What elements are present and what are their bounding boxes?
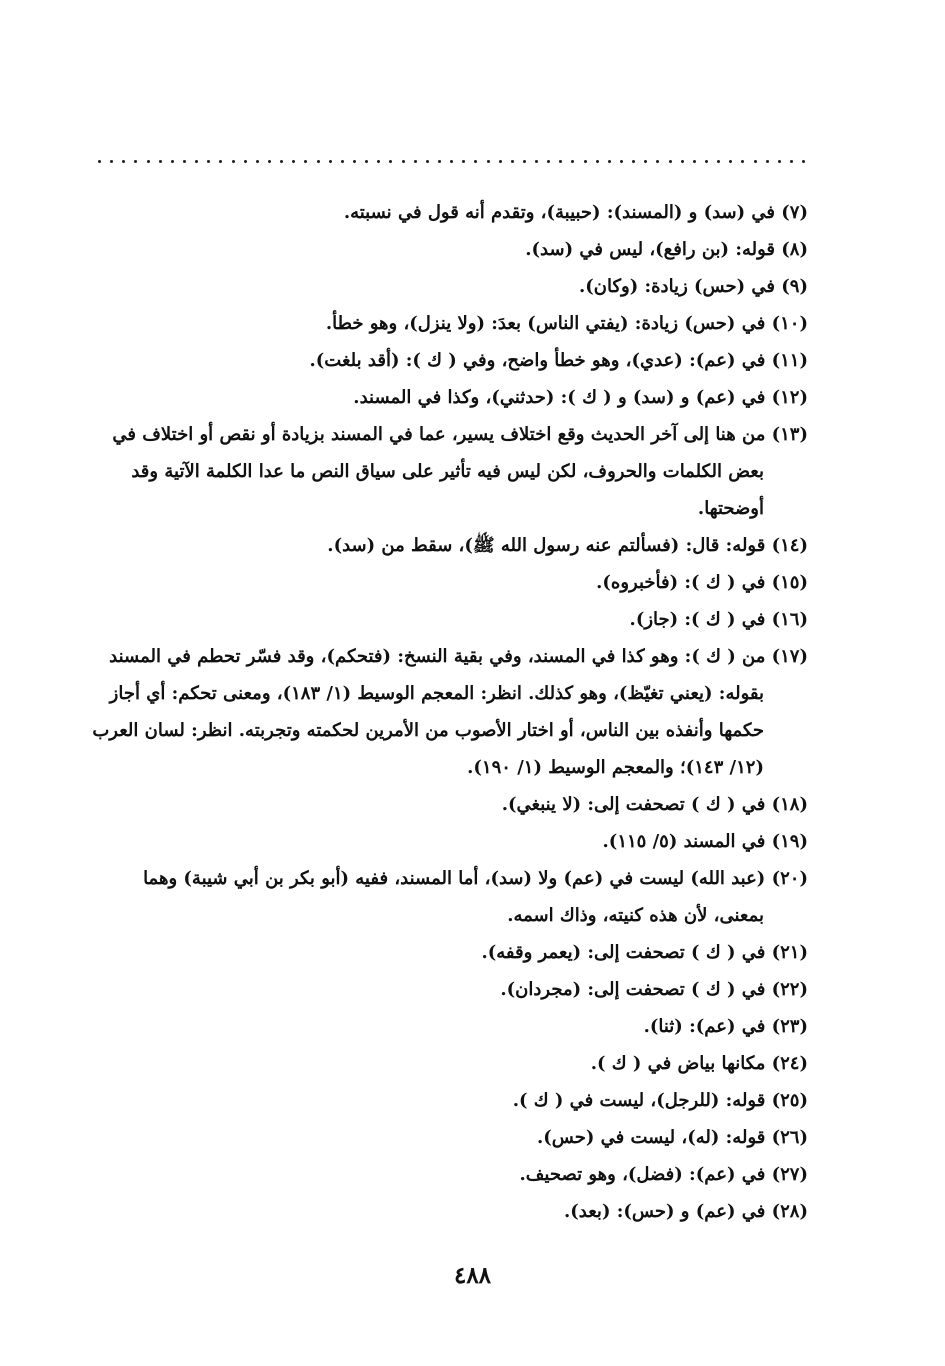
separator-dot	[147, 160, 150, 163]
separator-dot	[584, 160, 587, 163]
footnote: (١٦) في ( ك ): (جاز).	[629, 609, 808, 630]
separator-dot	[778, 160, 781, 163]
footnote: (٢٦) قوله: (له)، ليست في (حس).	[536, 1127, 808, 1148]
separator-dot	[171, 160, 174, 163]
separator-dot	[790, 160, 793, 163]
separator-dot	[195, 160, 198, 163]
footnote: (٢٠) (عبد الله) ليست في (عم) ولا (سد)، أما المسند، ففيه (أبو بكر بن أبي شيبة) وهما بمعنى، لأن هذه كنيته، وذاك اسمه.	[143, 868, 808, 926]
footnote: (٢٣) في (عم): (ثنا).	[643, 1016, 808, 1037]
separator-dot	[402, 160, 405, 163]
footnote: (١٣) من هنا إلى آخر الحديث وقع اختلاف يسير، عما في المسند بزيادة أو نقص أو اختلاف في بعض الكلمات والحروف، لكن ليس فيه تأثير على سياق النص ما عدا الكلمة الآتية وقد أوضحتها.	[112, 424, 808, 519]
separator-dot	[766, 160, 769, 163]
separator-dot	[669, 160, 672, 163]
separator-dot	[741, 160, 744, 163]
separator-dot	[608, 160, 611, 163]
separator-dot	[304, 160, 307, 163]
separator-dot	[632, 160, 635, 163]
separator-dot	[559, 160, 562, 163]
separator-dot	[244, 160, 247, 163]
separator-dot	[134, 160, 137, 163]
separator-dot	[487, 160, 490, 163]
separator-dot	[499, 160, 502, 163]
footnote: (١٧) من ( ك ): وهو كذا في المسند، وفي بقية النسخ: (فتحكم)، وقد فسّر تحطم في المسند بقوله: (يعني تغيّظ)، وهو كذلك. انظر: المعجم الوسيط (١/ ١٨٣)، ومعنى تحكم: أي أجاز حكمها وأنفذه بين الناس، أو اختار الأصوب من الأمرين لحكمته وتجربته. انظر: لسان العرب (١٢/ ١٤٣)؛ والمعجم الوسيط (١/ ١٩٠).	[92, 646, 808, 778]
separator-dot	[620, 160, 623, 163]
separator-dot	[523, 160, 526, 163]
separator-dot	[183, 160, 186, 163]
page-number: ٤٨٨	[453, 1262, 492, 1289]
footnote: (٧) في (سد) و (المسند): (حبيبة)، وتقدم أنه قول في نسبته.	[343, 202, 808, 223]
separator-dot	[122, 160, 125, 163]
separator-dot	[110, 160, 113, 163]
separator-dot	[438, 160, 441, 163]
footnote: (٨) قوله: (بن رافع)، ليس في (سد).	[525, 239, 808, 260]
footnote: (١٠) في (حس) زيادة: (يفتي الناس) بعدَ: (ولا ينزل)، وهو خطأ.	[325, 313, 808, 334]
separator-dot	[207, 160, 210, 163]
separator-dot	[547, 160, 550, 163]
footnote: (١٩) في المسند (٥/ ١١٥).	[602, 831, 808, 852]
footnote: (١٥) في ( ك ): (فأخبروه).	[596, 572, 808, 593]
separator-dot	[681, 160, 684, 163]
separator-dot	[98, 160, 101, 163]
separator-dot	[474, 160, 477, 163]
footnote: (١٢) في (عم) و (سد) و ( ك ): (حدثني)، وكذا في المسند.	[353, 387, 808, 408]
separator-dot	[693, 160, 696, 163]
separator-dot	[644, 160, 647, 163]
separator-dot	[365, 160, 368, 163]
footnote: (٢٨) في (عم) و (حس): (بعد).	[564, 1201, 808, 1222]
separator-dot	[596, 160, 599, 163]
separator-dot	[353, 160, 356, 163]
footnote: (٢٥) قوله: (للرجل)، ليست في ( ك ).	[512, 1090, 808, 1111]
separator-dot	[377, 160, 380, 163]
dotted-separator	[98, 146, 806, 176]
footnote: (١١) في (عم): (عدي)، وهو خطأ واضح، وفي ( ك ): (أقد بلغت).	[309, 350, 808, 371]
separator-dot	[219, 160, 222, 163]
separator-dot	[705, 160, 708, 163]
separator-dot	[414, 160, 417, 163]
separator-dot	[329, 160, 332, 163]
separator-dot	[535, 160, 538, 163]
footnotes-list	[88, 194, 808, 1230]
footnote: (١٤) قوله: قال: (فسألتم عنه رسول الله ﷺ)، سقط من (سد).	[327, 535, 808, 556]
separator-dot	[729, 160, 732, 163]
footnote: (١٨) في ( ك ) تصحفت إلى: (لا ينبغي).	[501, 794, 808, 815]
separator-dot	[571, 160, 574, 163]
separator-dot	[389, 160, 392, 163]
separator-dot	[656, 160, 659, 163]
separator-dot	[462, 160, 465, 163]
footnote: (٢١) في ( ك ) تصحفت إلى: (يعمر وقفه).	[481, 942, 808, 963]
separator-dot	[159, 160, 162, 163]
separator-dot	[450, 160, 453, 163]
footnote: (٩) في (حس) زيادة: (وكان).	[578, 276, 808, 297]
separator-dot	[341, 160, 344, 163]
separator-dot	[280, 160, 283, 163]
footnote: (٢٧) في (عم): (فضل)، وهو تصحيف.	[519, 1164, 808, 1185]
separator-dot	[511, 160, 514, 163]
separator-dot	[268, 160, 271, 163]
separator-dot	[426, 160, 429, 163]
separator-dot	[754, 160, 757, 163]
footnote: (٢٤) مكانها بياض في ( ك ).	[590, 1053, 808, 1074]
separator-dot	[317, 160, 320, 163]
separator-dot	[802, 160, 805, 163]
separator-dot	[256, 160, 259, 163]
separator-dot	[292, 160, 295, 163]
footnote: (٢٢) في ( ك ) تصحفت إلى: (مجردان).	[500, 979, 808, 1000]
separator-dot	[232, 160, 235, 163]
separator-dot	[717, 160, 720, 163]
